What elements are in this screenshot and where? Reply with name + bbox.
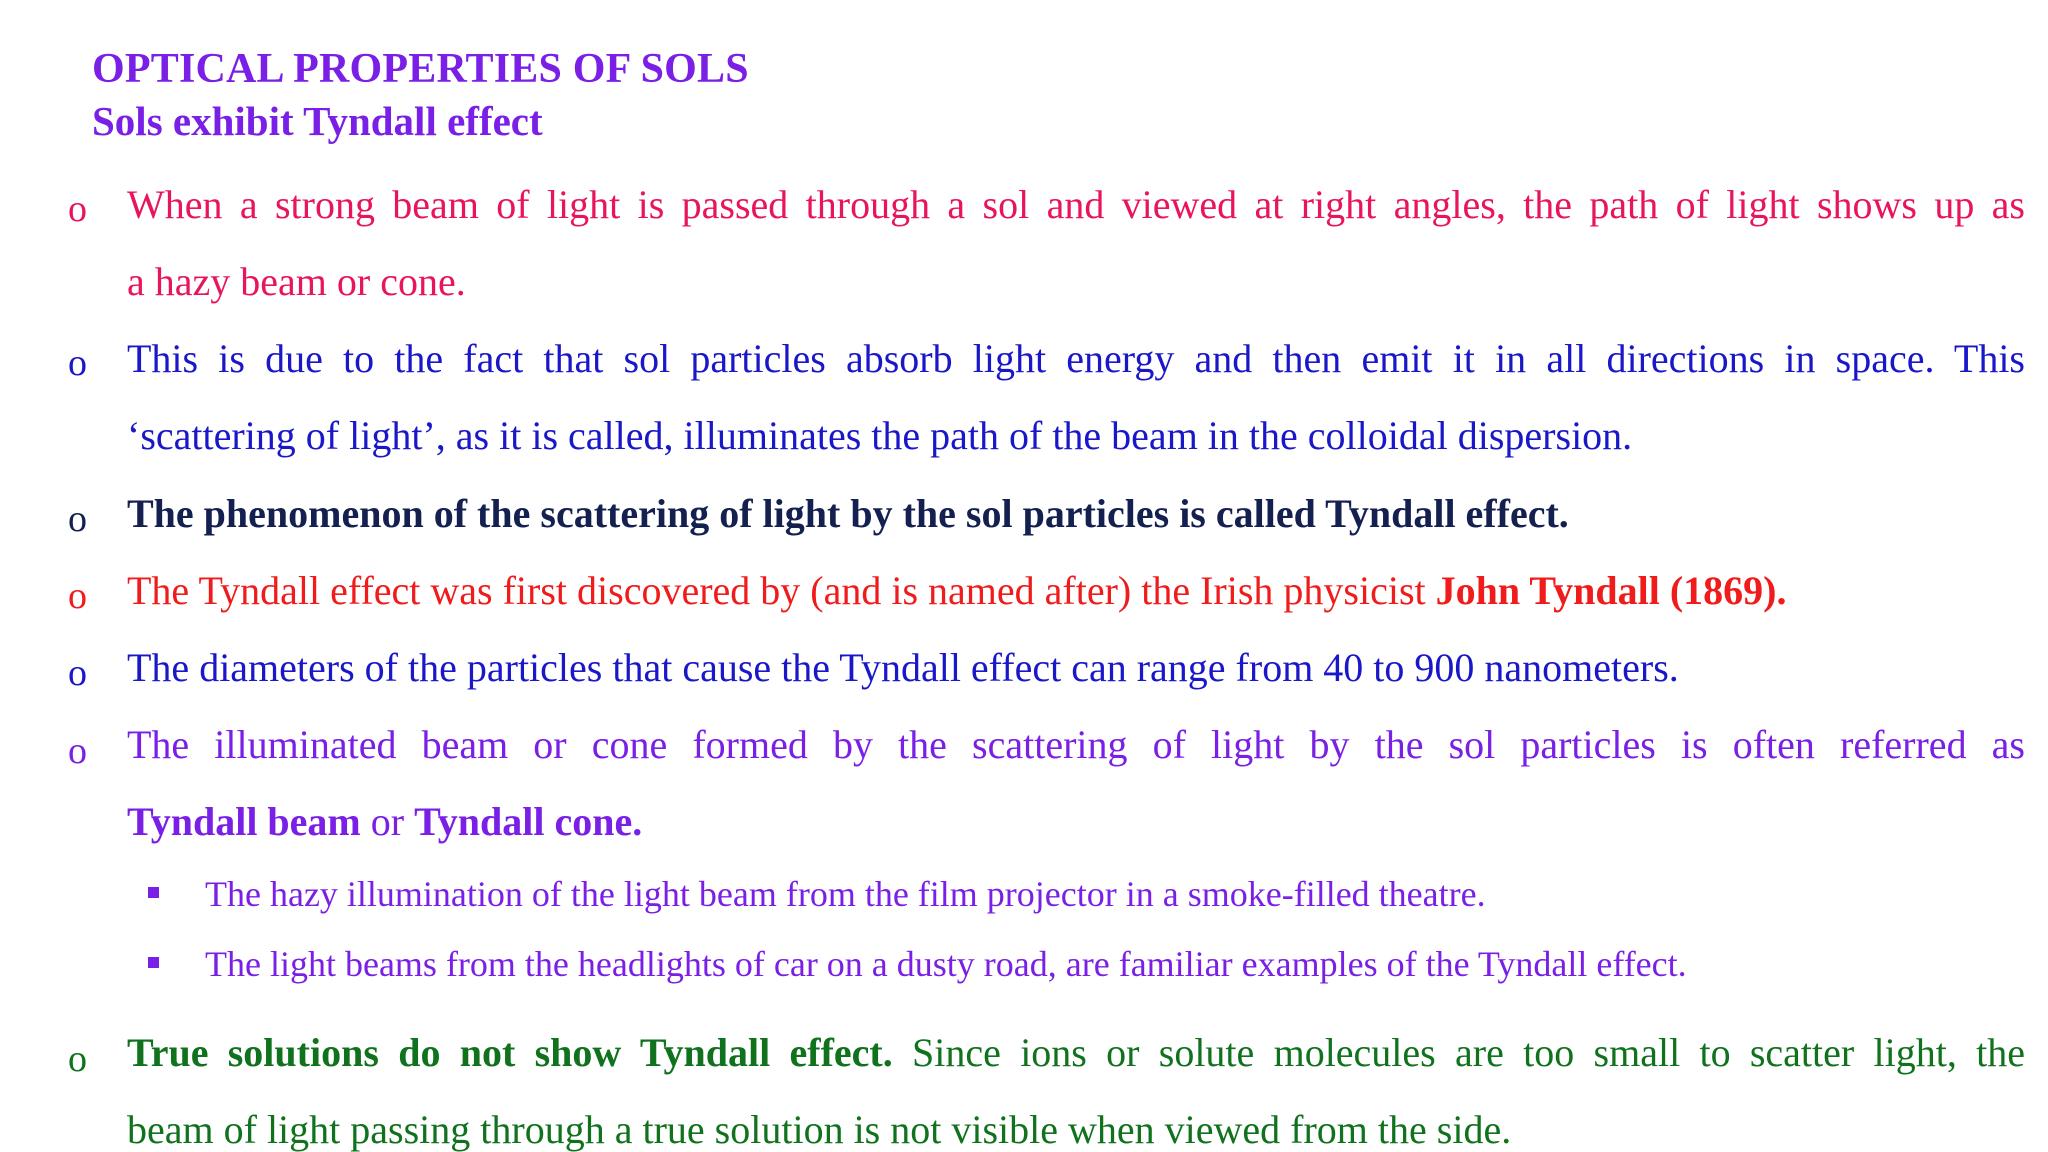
bullet-marker: o	[68, 342, 87, 384]
point-1-line-1: When a strong beam of light is passed through a sol and viewed at right angles, the path of light shows up as	[127, 182, 2025, 227]
point-6-connector: or	[360, 799, 415, 844]
bullet-marker: o	[68, 498, 87, 540]
bullet-marker: o	[68, 1038, 87, 1080]
bullet-marker: o	[68, 575, 87, 617]
point-4-text: The Tyndall effect was first discovered by (and is named after) the Irish physicist	[127, 568, 1436, 613]
point-4-bold-name: John Tyndall (1869).	[1435, 568, 1787, 613]
point-7-explanation: Since ions or solute molecules are too small to scatter light, the	[892, 1030, 2025, 1075]
point-3-line-1: The phenomenon of the scattering of light by the sol particles is called Tyndall effect.	[127, 491, 1569, 536]
page-subtitle: Sols exhibit Tyndall effect	[92, 98, 543, 144]
page-title: OPTICAL PROPERTIES OF SOLS	[92, 46, 749, 92]
point-4-line-1	[127, 568, 1787, 613]
point-7-line-2: beam of light passing through a true solution is not visible when viewed from the side.	[127, 1107, 1512, 1152]
point-2-line-2: ‘scattering of light’, as it is called, illuminates the path of the beam in the colloidal dispersion.	[127, 413, 1633, 458]
bullet-marker: o	[68, 188, 87, 230]
tyndall-cone-term: Tyndall cone.	[414, 799, 643, 844]
bullet-marker: o	[68, 730, 87, 772]
point-6-line-1: The illuminated beam or cone formed by the scattering of light by the sol particles is often referred as	[127, 722, 2025, 767]
point-2-line-1: This is due to the fact that sol particles absorb light energy and then emit it in all directions in space. This	[127, 336, 2025, 381]
point-1-line-2: a hazy beam or cone.	[127, 259, 466, 304]
point-5-line-1: The diameters of the particles that cause the Tyndall effect can range from 40 to 900 nanometers.	[127, 645, 1679, 690]
square-bullet-icon	[148, 887, 159, 898]
bullet-marker: o	[68, 652, 87, 694]
square-bullet-icon	[148, 957, 159, 968]
point-7-bold-statement: True solutions do not show Tyndall effect.	[127, 1030, 893, 1075]
point-6-line-2	[127, 799, 643, 844]
point-7-line-1	[127, 1030, 2025, 1075]
sub-point-2: The light beams from the headlights of car on a dusty road, are familiar examples of the Tyndall effect.	[205, 944, 1687, 984]
sub-point-1: The hazy illumination of the light beam from the film projector in a smoke-filled theatre.	[205, 874, 1486, 914]
tyndall-beam-term: Tyndall beam	[127, 799, 361, 844]
